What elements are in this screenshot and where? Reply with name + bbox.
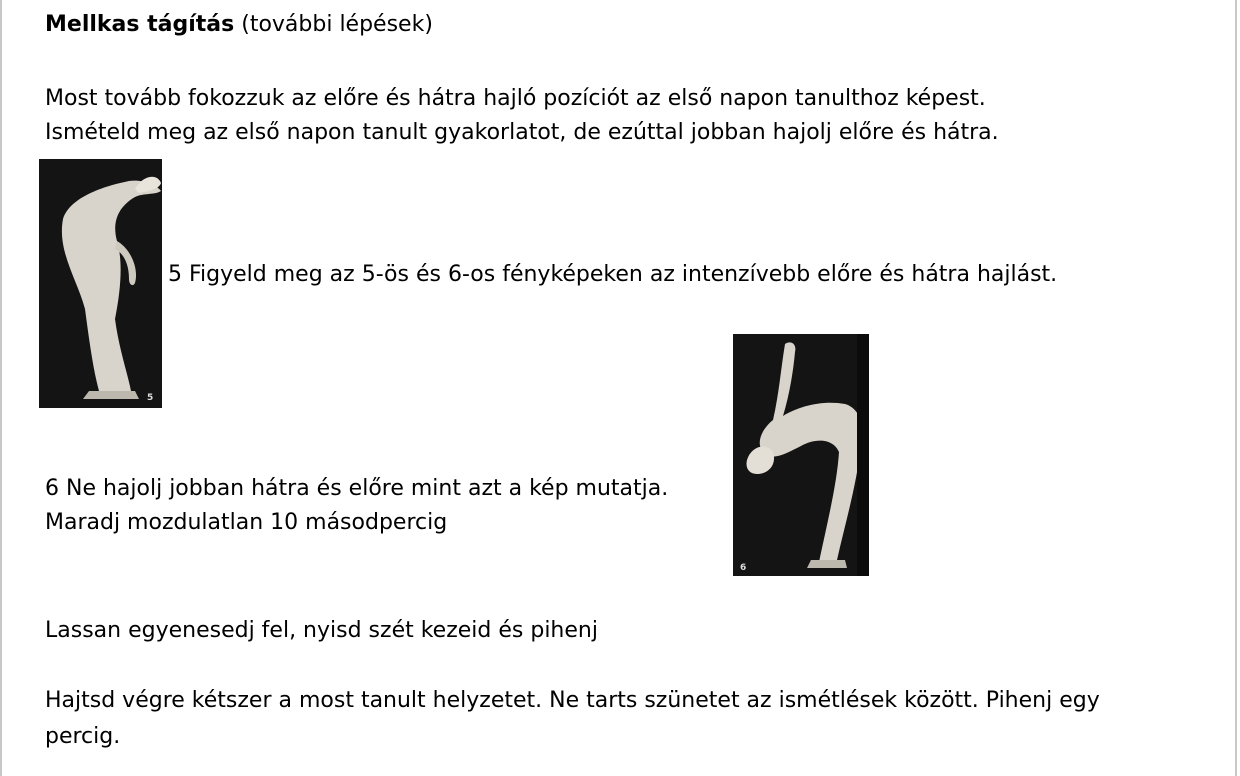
step-6-line-1: 6 Ne hajolj jobban hátra és előre mint azt a kép mutatja. [45, 476, 669, 501]
step-6-line-2: Maradj mozdulatlan 10 másodpercig [45, 510, 448, 535]
page-title [45, 8, 433, 42]
photo-backbend [39, 159, 162, 408]
step-5-text: 5 Figyeld meg az 5-ös és 6-os fényképeken az intenzívebb előre és hátra hajlást. [168, 262, 1058, 287]
repeat-line-2: percig. [45, 724, 121, 749]
page-left-border [0, 0, 2, 776]
photo-forward-bend [733, 334, 869, 576]
photo-number-5: 5 [147, 393, 154, 403]
rest-text: Lassan egyenesedj fel, nyisd szét kezeid és pihenj [45, 618, 598, 643]
title-subtitle: (további lépések) [241, 12, 433, 37]
repeat-line-1: Hajtsd végre kétszer a most tanult helyzetet. Ne tarts szünetet az ismétlések között. Pihenj egy [45, 688, 1100, 713]
intro-line-2: Ismételd meg az első napon tanult gyakorlatot, de ezúttal jobban hajolj előre és hátra. [45, 120, 999, 145]
photo-number-6: 6 [740, 563, 747, 573]
forward-bend-figure-illustration [733, 334, 869, 576]
page-right-border [1235, 0, 1237, 776]
backbend-figure-illustration [39, 159, 162, 408]
title-bold: Mellkas tágítás [45, 12, 235, 37]
intro-line-1: Most tovább fokozzuk az előre és hátra hajló pozíciót az első napon tanulthoz képest. [45, 86, 986, 111]
